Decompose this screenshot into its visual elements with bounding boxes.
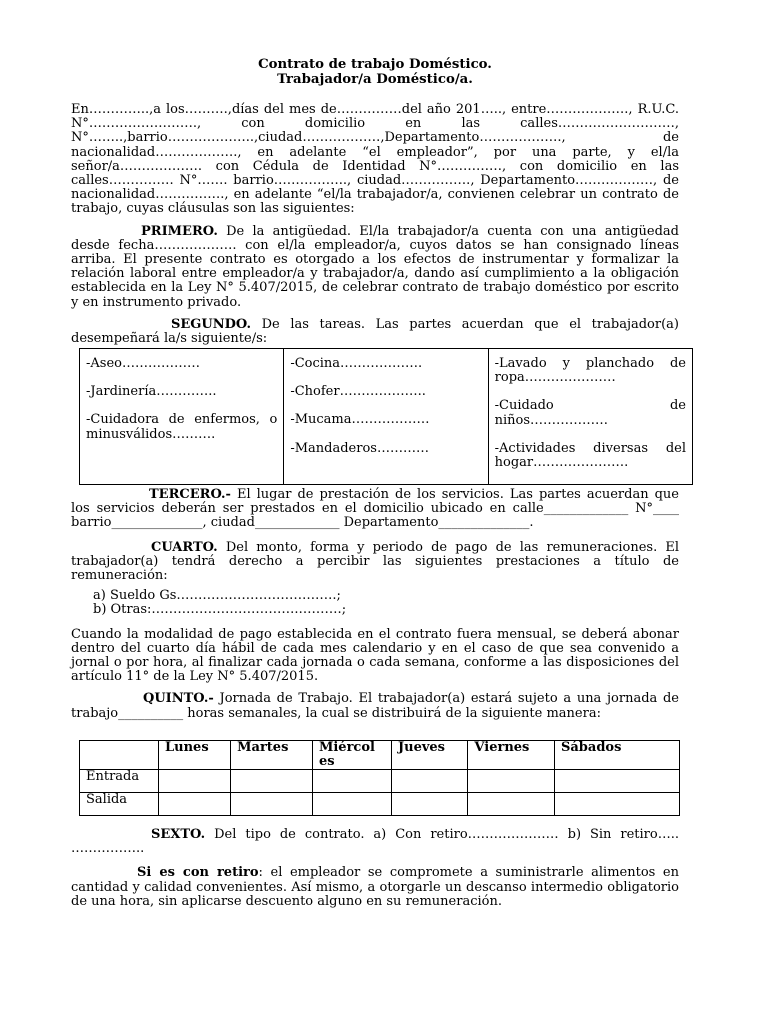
schedule-cell[interactable]	[391, 770, 467, 793]
document-subtitle: Trabajador/a Doméstico/a.	[277, 71, 473, 87]
contract-page	[71, 58, 679, 346]
task-item: -Mucama………………	[290, 412, 430, 428]
schedule-cell[interactable]	[231, 770, 313, 793]
clause-cuarto-text: Del monto, forma y periodo de pago de las remuneraciones. El trabajador(a) tendrá derecho a percibir las siguientes prestaciones a título de remuneración:	[71, 539, 679, 584]
task-item: -Jardinería…………..	[86, 384, 217, 400]
schedule-cell[interactable]	[555, 770, 680, 793]
schedule-cell[interactable]	[468, 793, 555, 816]
clause-tercero-text: El lugar de prestación de los servicios. Las partes acuerdan que los servicios deberán ser prestados en el domicilio ubicado en calle_____________ N°____ barrio______________, ciudad_____________ Departamento______________.	[71, 487, 679, 531]
schedule-cell[interactable]	[159, 793, 231, 816]
clause-segundo	[71, 318, 679, 346]
schedule-cell[interactable]	[468, 770, 555, 793]
clause-segundo-heading: SEGUNDO.	[171, 316, 251, 332]
task-item: -Chofer………………..	[290, 384, 426, 400]
clause-tercero-heading: TERCERO.-	[149, 487, 231, 502]
schedule-day-header: Martes	[231, 741, 313, 770]
task-item: -Aseo………………	[86, 356, 200, 371]
schedule-day-header: Viernes	[468, 741, 555, 770]
schedule-day-header: Sábados	[555, 741, 680, 770]
retiro-text: : el empleador se compromete a suministrarle alimentos en cantidad y calidad convenientes. Así mismo, a otorgarle un descanso intermedio obligatorio de una hora, sin aplicarse descuento alguno en su remuneración.	[71, 865, 679, 909]
clause-sexto-heading: SEXTO.	[151, 827, 206, 842]
intro-paragraph: En…………..,a los……….,días del mes de……………del año 201….., entre………………., R.U.C. N°……………………., con domicilio en las calles………………………, N°……..,barrio………………..,ciudad………………,Departamento………………., de nacionalidad………………., en adelante “el empleador”, por una parte, y el/la señor/a………………. con Cédula de Identidad N°……………, con domicilio en las calles…………… N°……. barrio…………….., ciudad……………., Departamento………………, de nacionalidad……………., en adelante “el/la trabajador/a, convienen celebrar un contrato de trabajo, cuyas cláusulas son las siguientes:	[71, 102, 679, 217]
task-item: -Mandaderos…………	[290, 440, 429, 456]
clause-quinto-heading: QUINTO.-	[143, 691, 214, 707]
schedule-cell[interactable]	[231, 793, 313, 816]
retiro-paragraph	[71, 866, 679, 909]
schedule-day-header: Miércol es	[312, 741, 391, 770]
schedule-table	[79, 740, 680, 816]
task-item: -Cuidado de niños………………	[494, 398, 686, 428]
remuneration-item: a) Sueldo Gs……………………………….;	[93, 588, 341, 604]
contract-body-end	[71, 828, 679, 909]
tasks-column-3	[488, 349, 692, 485]
schedule-day-header: Lunes	[159, 741, 231, 770]
schedule-corner-cell	[80, 741, 159, 770]
clause-segundo-text: De las tareas. Las partes acuerdan que el trabajador(a) desempeñará la/s siguiente/s:	[71, 316, 679, 347]
schedule-cell[interactable]	[391, 793, 467, 816]
schedule-row-label: Salida	[80, 793, 159, 816]
tasks-table	[79, 348, 693, 485]
clause-tercero	[71, 488, 679, 531]
schedule-cell[interactable]	[555, 793, 680, 816]
clause-sexto	[71, 828, 679, 856]
retiro-heading: Si es con retiro	[137, 865, 259, 881]
clause-cuarto-heading: CUARTO.	[151, 539, 218, 555]
task-item: -Cuidadora de enfermos, o minusválidos……….	[86, 412, 278, 442]
clause-quinto-text: Jornada de Trabajo. El trabajador(a) estará sujeto a una jornada de trabajo__________ horas semanales, la cual se distribuirá de la siguiente manera:	[71, 691, 679, 721]
task-item: -Lavado y planchado de ropa…………………	[494, 356, 686, 386]
schedule-cell[interactable]	[312, 770, 391, 793]
clause-sexto-text: Del tipo de contrato. a) Con retiro………………… b) Sin retiro….. ……………..	[71, 827, 679, 857]
schedule-cell[interactable]	[159, 770, 231, 793]
schedule-cell[interactable]	[312, 793, 391, 816]
schedule-row-label: Entrada	[80, 770, 159, 793]
clause-primero-text: De la antigüedad. El/la trabajador/a cuenta con una antigüedad desde fecha………………. con el/la empleador/a, cuyos datos se han consignado líneas arriba. El presente contrato es otorgado a los efectos de instrumentar y formalizar la relación laboral entre empleador/a y trabajador/a, dando así cumplimiento a la obligación establecida en la Ley N° 5.407/2015, de celebrar contrato de trabajo doméstico por escrito y en instrumento privado.	[71, 223, 679, 310]
clause-cuarto	[71, 541, 679, 584]
payment-modality-paragraph: Cuando la modalidad de pago establecida en el contrato fuera mensual, se deberá abonar dentro del cuarto día hábil de cada mes calendario y en el caso de que sea convenido a jornal o por hora, al finalizar cada jornada o cada semana, conforme a las disposiciones del artículo 11° de la Ley N° 5.407/2015.	[71, 626, 679, 685]
tasks-column-1	[80, 349, 284, 485]
task-item: -Cocina……………….	[290, 356, 423, 371]
tasks-column-2	[284, 349, 488, 485]
contract-body-lower	[71, 488, 679, 721]
clause-primero	[71, 225, 679, 310]
remuneration-list	[93, 589, 679, 617]
remuneration-item: b) Otras:…………………………….……….;	[93, 602, 347, 618]
task-item: -Actividades diversas del hogar………………….	[494, 440, 686, 471]
clause-primero-heading: PRIMERO.	[141, 223, 218, 239]
document-title: Contrato de trabajo Doméstico.	[258, 57, 492, 72]
schedule-day-header: Jueves	[391, 741, 467, 770]
clause-quinto	[71, 692, 679, 720]
